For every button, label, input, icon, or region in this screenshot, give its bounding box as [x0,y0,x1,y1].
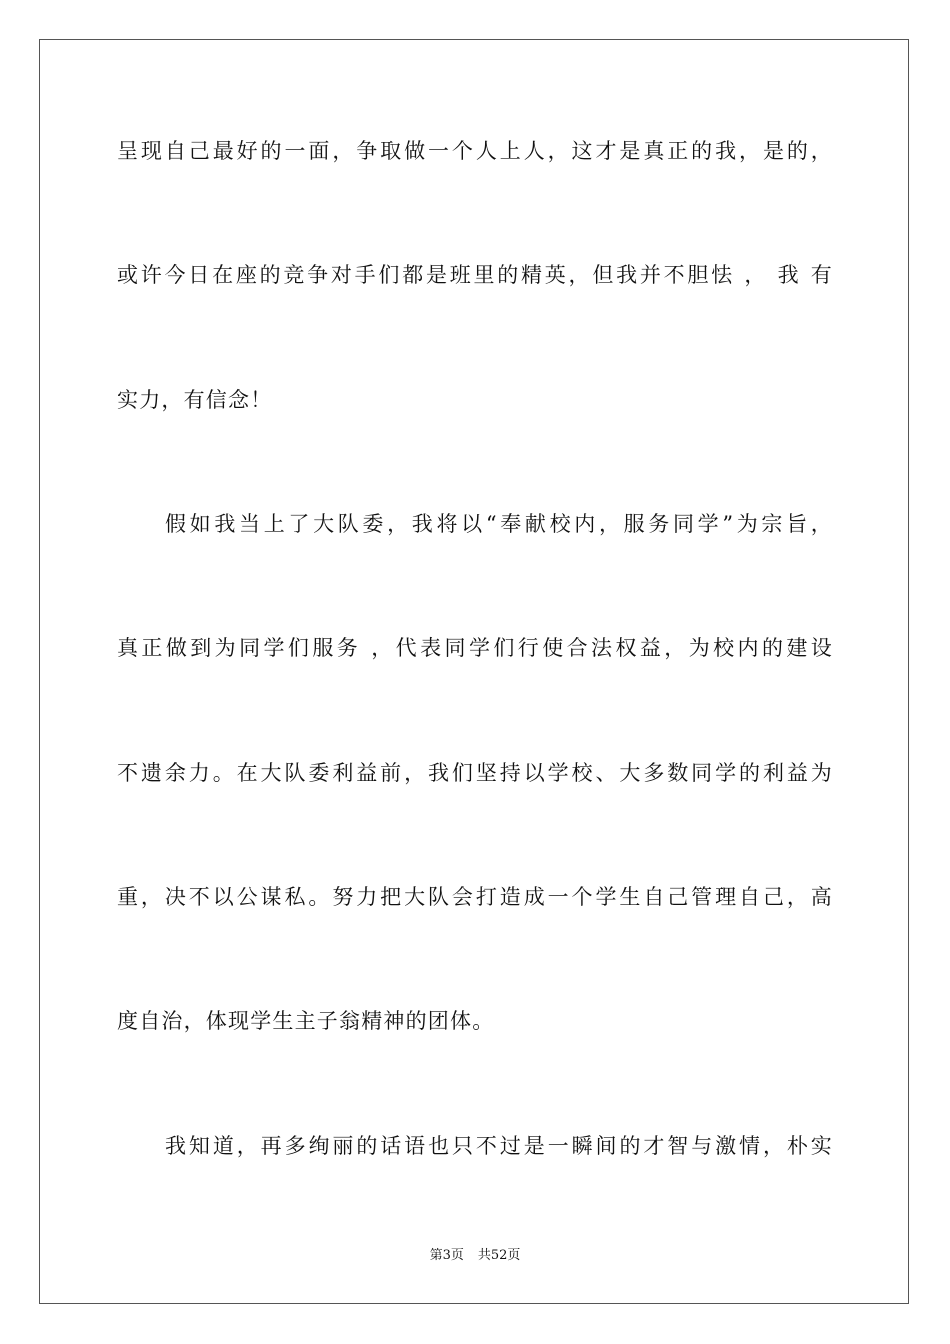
text-line: 真正做到为同学们服务 ，代表同学们行使合法权益，为校内的建设 [117,636,833,660]
paragraph-first-line: 我知道，再多绚丽的话语也只不过是一瞬间的才智与激情，朴实 [165,1134,833,1158]
text-line: 重，决不以公谋私。努力把大队会打造成一个学生自己管理自己，高 [117,885,833,909]
text-line: 呈现自己最好的一面，争取做一个人上人，这才是真正的我，是的， [117,139,833,163]
text-line: 不遗余力。在大队委利益前，我们坚持以学校、大多数同学的利益为 [117,761,833,785]
text-line: 实力，有信念！ [117,388,273,412]
text-line: 或许今日在座的竞争对手们都是班里的精英，但我并不胆怯 ， 我 有 [117,263,833,287]
text-line: 度自治，体现学生主子翁精神的团体。 [117,1009,495,1033]
page-number-total: 共52页 [477,1248,521,1263]
page-footer [0,1247,950,1265]
page-number-current: 第3页 [429,1248,464,1263]
page-border [39,39,909,1304]
paragraph-first-line: 假如我当上了大队委，我将以“奉献校内，服务同学”为宗旨， [165,512,833,536]
